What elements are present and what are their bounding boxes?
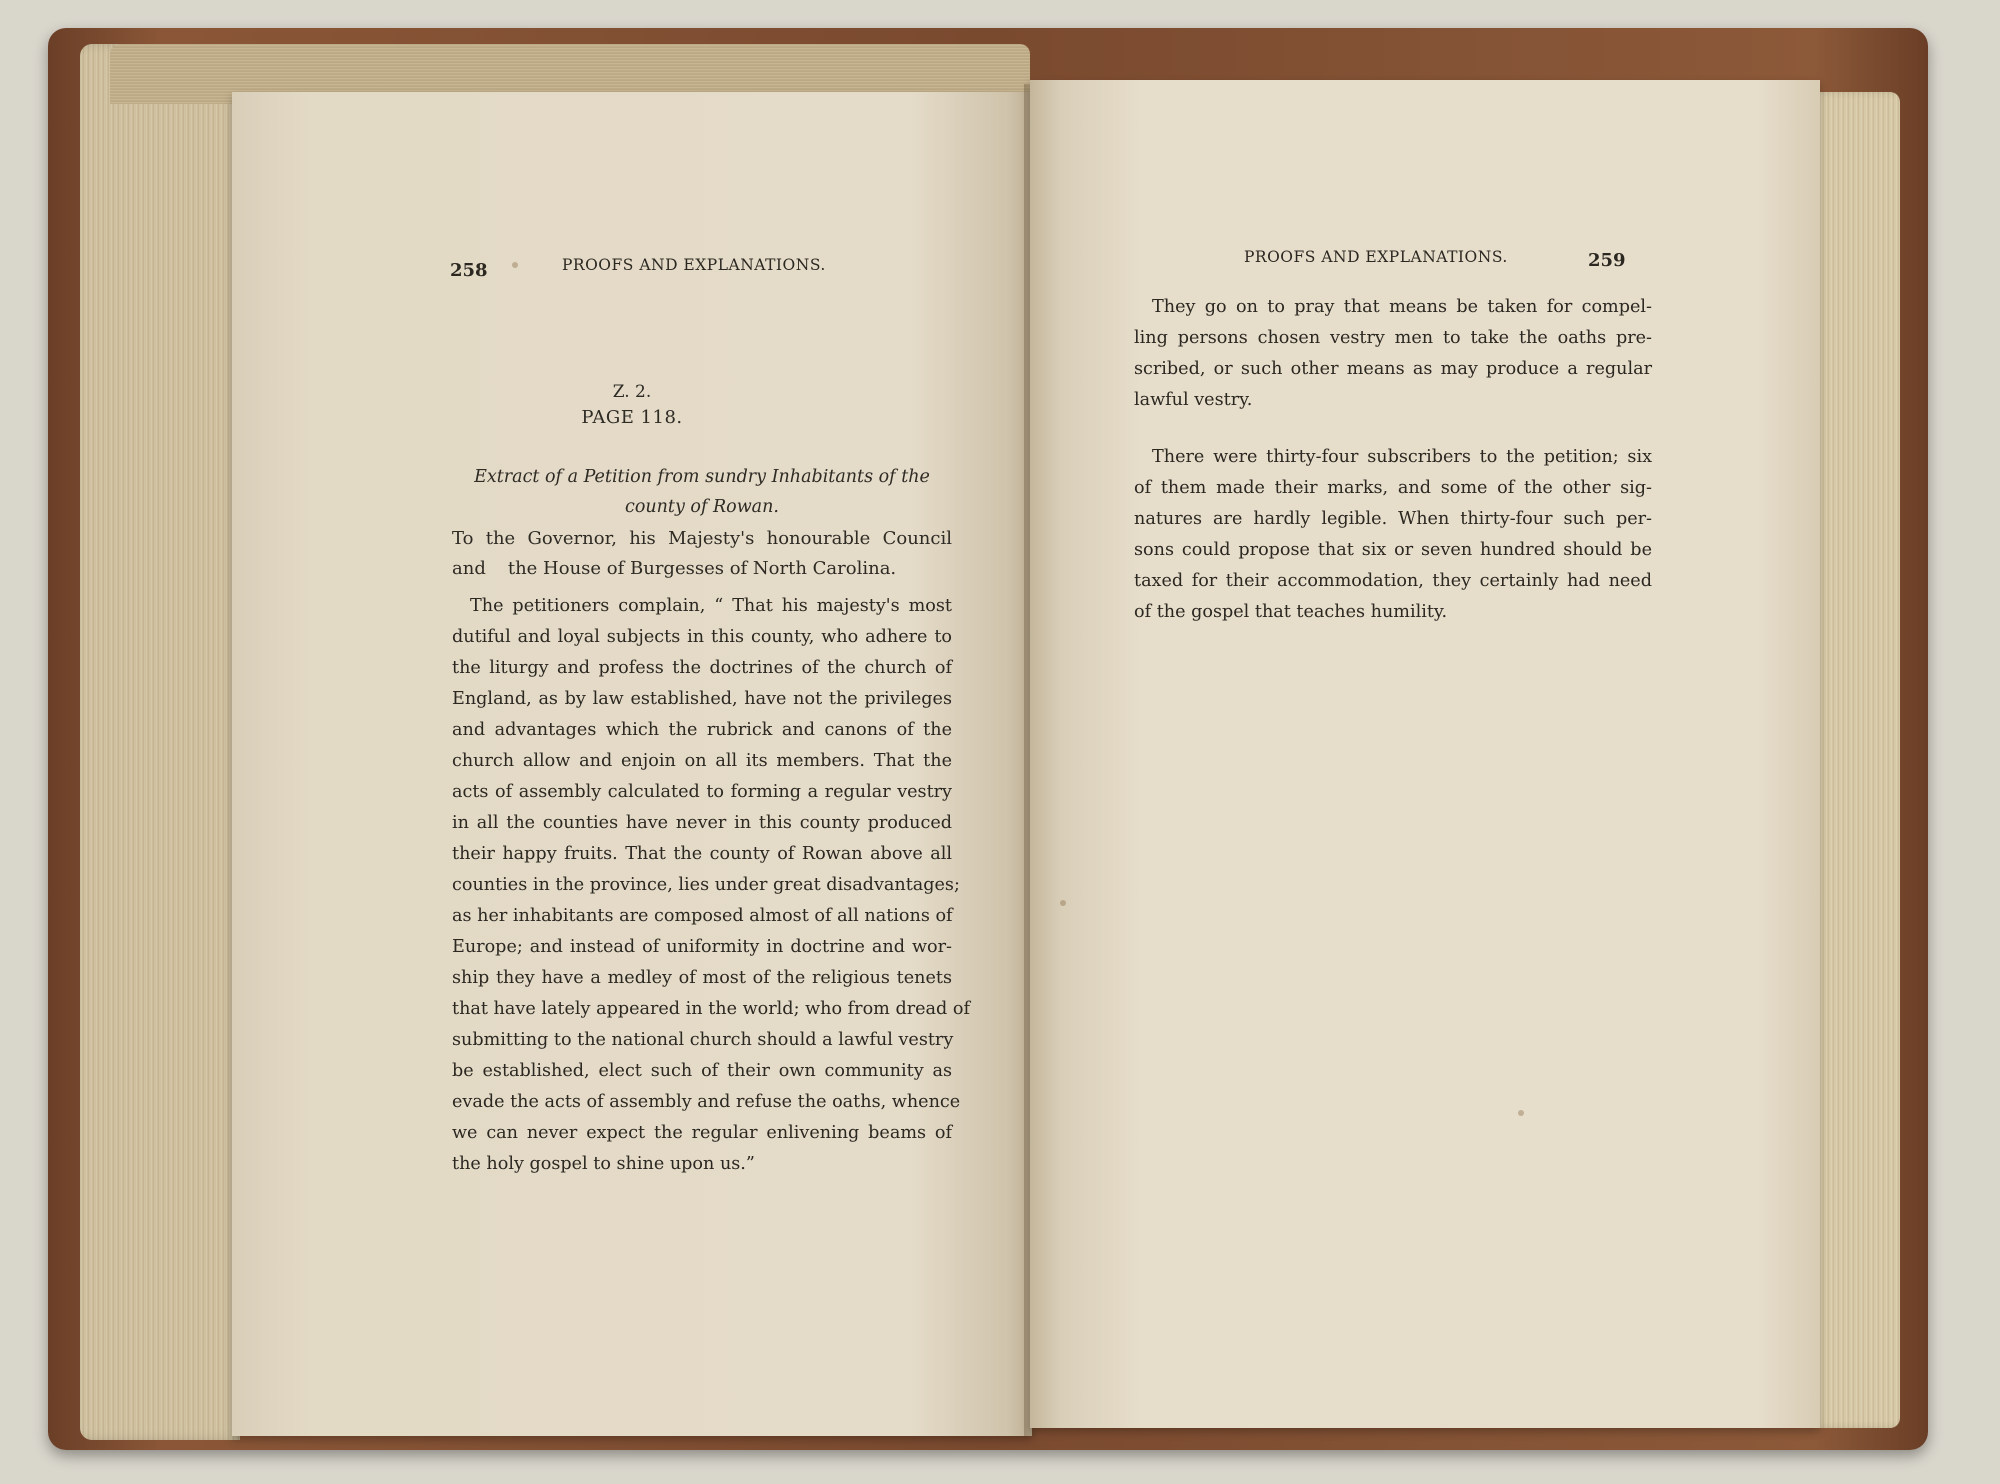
text-line: evade the acts of assembly and refuse the oaths, whence: [452, 1092, 961, 1112]
text-line: as her inhabitants are composed almost of all nations of: [452, 906, 953, 926]
paragraph-1: [1134, 292, 1652, 416]
page-edges-left: [80, 44, 240, 1440]
text-line: taxed for their accommodation, they certainly had need: [1134, 571, 1652, 591]
left-page-number: 258: [450, 260, 488, 281]
section-label: Z. 2.: [612, 382, 652, 402]
text-line: Europe; and instead of uniformity in doctrine and wor-: [452, 937, 952, 957]
petition-body: [452, 591, 970, 1180]
extract-title-line-1: Extract of a Petition from sundry Inhabitants of the: [474, 467, 930, 487]
paragraph-2: [1134, 442, 1652, 628]
foxing-spot: [1518, 1110, 1524, 1116]
text-line: church allow and enjoin on all its members. That the: [452, 751, 952, 771]
text-line: in all the counties have never in this county produced: [452, 813, 952, 833]
text-line: dutiful and loyal subjects in this county, who adhere to: [452, 627, 952, 647]
text-line: They go on to pray that means be taken for compel-: [1152, 297, 1652, 317]
text-line: the holy gospel to shine upon us.”: [452, 1154, 755, 1174]
text-line: lawful vestry.: [1134, 390, 1253, 410]
right-page: [1030, 80, 1820, 1428]
right-running-head: PROOFS AND EXPLANATIONS.: [1244, 248, 1508, 266]
text-line: of the gospel that teaches humility.: [1134, 602, 1448, 622]
text-line: submitting to the national church should a lawful vestry: [452, 1030, 954, 1050]
text-line: we can never expect the regular enlivening beams of: [452, 1123, 952, 1143]
text-line: their happy fruits. That the county of Rowan above all: [452, 844, 952, 864]
text-line: ship they have a medley of most of the religious tenets: [452, 968, 952, 988]
page-reference: PAGE 118.: [581, 407, 683, 428]
text-line: scribed, or such other means as may produce a regular: [1134, 359, 1652, 379]
address-line-2: the House of Burgesses of North Carolina.: [507, 558, 897, 579]
text-line: There were thirty-four subscribers to the petition; six: [1152, 447, 1652, 467]
text-line: that have lately appeared in the world; who from dread of: [452, 999, 970, 1019]
text-line: acts of assembly calculated to forming a regular vestry: [452, 782, 952, 802]
text-line: counties in the province, lies under great disadvantages;: [452, 875, 960, 895]
extract-title-line-2: county of Rowan.: [625, 497, 779, 517]
text-line: The petitioners complain, “ That his majesty's most: [470, 596, 952, 616]
text-line: the liturgy and profess the doctrines of the church of: [452, 658, 952, 678]
text-line: natures are hardly legible. When thirty-four such per-: [1134, 509, 1652, 529]
text-line: be established, elect such of their own community as: [452, 1061, 952, 1081]
right-page-number: 259: [1588, 250, 1626, 271]
text-line: and advantages which the rubrick and canons of the: [452, 720, 952, 740]
text-line: England, as by law established, have not the privileges: [452, 689, 952, 709]
left-page: [232, 92, 1032, 1436]
address-line-1: To the Governor, his Majesty's honourable Council and: [452, 528, 952, 579]
page-edges-right: [1810, 92, 1900, 1428]
text-line: of them made their marks, and some of the other sig-: [1134, 478, 1652, 498]
text-line: ling persons chosen vestry men to take the oaths pre-: [1134, 328, 1652, 348]
text-line: sons could propose that six or seven hundred should be: [1134, 540, 1652, 560]
left-running-head: PROOFS AND EXPLANATIONS.: [562, 256, 826, 274]
foxing-spot: [512, 262, 518, 268]
foxing-spot: [1060, 900, 1066, 906]
